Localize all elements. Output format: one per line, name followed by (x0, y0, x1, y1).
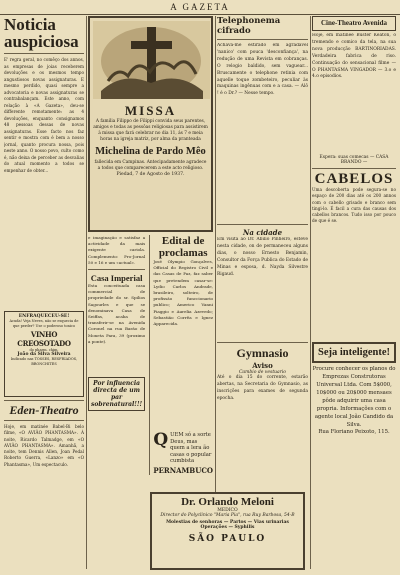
gymnasio-sub: Aviso (252, 361, 273, 370)
divider (312, 168, 396, 169)
ad-text: Acuda! Veja Neves, não se esquecia de que perder? Use o poderoso tonico (9, 319, 79, 328)
influence-text: Por influencia directa de um par sobrenatural!!! (91, 380, 143, 409)
column-rule (215, 16, 216, 569)
seja-title: Seja inteligente! (317, 347, 391, 358)
influence-box (88, 377, 145, 411)
divider (4, 400, 84, 401)
cine-price: Espera: suas comecas — CASA BRANDO — (319, 155, 389, 165)
meloni-city: SÃO PAULO (188, 534, 267, 544)
na-cidade-title: Na cidade (242, 228, 283, 237)
missa-date: Piedad, 7 de Agosto de 1937. (116, 172, 185, 177)
cine-body: Hoje, em matinée Buster Keaton, o tremendo e comico da tela, na sua nova producção BARTINORIADAS. Verdadeira fabrica de riso. Continuação do sensacional filme — O PHANTASMA VINGADOR — 3.o e 4.o episodios. (312, 33, 396, 80)
meloni-surgery: Operações — Syphilis (200, 525, 255, 530)
ad-name: João da Silva Silveira (17, 352, 71, 357)
edital-body: José Olympio Gonçalves, Official do Registro Civil e das Casas de Paz, faz saber que pretendem casar-se: Lydio Carlos Andrade, brasileiro, solteiro, de profissão funccionario publico; Americo Vanni Piaggio e Aurelia Azevedo; Sebastião Corrêa e Ignez Apparecida. (153, 259, 213, 327)
eden-theatre-body: Hoje, em matinée Babel-Bi belo filme, «O AVIÃO PHANTASMA». Á noite, Ricardo Talmadge, em «O AVIÃO PHANTASMA». Amanhã, a noite, tem Dennis Allen, Joan Pedal Roberto Guerra, «Lanzo» em «O Phantasma», Um espectaculo. (4, 424, 84, 467)
divider (4, 53, 84, 54)
right-subcolumn (153, 235, 213, 475)
adv-text: e imaginação e satisfaz a actividade da mais exigente cariola. Complemento: Pro-Jornal 50 e 16 e um «actual». (88, 235, 146, 265)
left-subcolumn (88, 235, 145, 475)
masthead-title: A GAZETA (170, 2, 230, 12)
eden-theatre-title: Eden-Theatro (9, 403, 79, 417)
vinho-ad (4, 311, 84, 397)
missa-title: MISSA (124, 103, 177, 118)
meloni-role: MEDICO (217, 508, 238, 513)
divider (217, 342, 308, 343)
ad-sub: do pharm. chim. (29, 348, 59, 352)
pernambuco: PERNAMBUCO (153, 465, 213, 475)
meloni-title: Dr. Orlando Meloni (181, 496, 274, 508)
ad-brand: VINHO CREOSOTADO (17, 330, 71, 348)
casa-imperial-title: Casa Imperial (90, 273, 143, 284)
cabelos-body: Uma descoberta pode segura-se no espaço de 200 dias até os 200 annos com o cabello grisado e branco sem tingi-lo. É facil a cura das causas dos cabellos brancos. Tudo isso por pouco de que é se. (312, 187, 396, 224)
telephonema-title: Telephonema (217, 16, 281, 26)
deceased-name: Michelina de Pardo Mêo (95, 146, 206, 157)
seja-box (312, 342, 396, 363)
gymnasio-title: Gymnasio (236, 346, 289, 360)
quem-notice (153, 432, 213, 465)
ad-headline: ENFRAQUECEU-SE! (18, 314, 70, 319)
headline-noticia: Noticia (4, 16, 56, 34)
dropcap: Q (153, 430, 169, 450)
cine-title-box (312, 16, 396, 31)
gymnasio-body: Até o dia 15 do corrente, estarão abertas, na Secretaria do Gymnasio, as inscrições para exames de segunda epocha. (217, 375, 308, 401)
divider (88, 269, 145, 270)
divider (4, 420, 84, 421)
cross-illustration-icon (93, 21, 210, 99)
masthead (0, 0, 400, 15)
column-2 (88, 16, 213, 569)
ad-tail: Indicado nas TOSSES, RESFRIADOS, BRONCHITES (10, 357, 78, 366)
column-3 (217, 16, 308, 569)
seja-address: Rua Floriano Peixoto, 115. (318, 429, 390, 435)
quem-body: UEM só a sorte Deus, mas quem a lera ão casas o popular cumbista (170, 432, 212, 464)
column-rule (310, 16, 311, 569)
article-body: E' regra geral, no comêço dos annos, as empresas de joias receberem devoluções e os mesmos tempo angustiosos novas assignaturas. E mesmo perdido, quasi sempre a advocatoria e novas assignaturas se contrabalançam. Este anno, com relação à «A Gazeta», deu-se differente remotamente: as 4 devoluções, enquanto consignamos 48 pessoas dessas de novas assignaturas. Esse facto nos faz sentir e mostra com é bem a nosso jornal, quanto procura nossa, pois neste anno. O nosso povo, culto como é, não deixa de perceber as desvalias do atual momento a todos se empenhar de obter... (4, 57, 84, 173)
cine-title: Cine-Theatro Avenida (320, 19, 388, 27)
column-rule (86, 16, 87, 569)
telephonema-subtitle: cifrado (217, 26, 251, 36)
column-4 (312, 16, 396, 569)
edital-title: Edital de proclamas (158, 235, 208, 259)
gymnasio-sub2: Cambio de vestuario (238, 370, 287, 375)
cabelos-title: CABELOS (314, 171, 394, 187)
missa-notice (88, 16, 213, 232)
missa-tail: fallecida em Campinas. Antecipadamente agradece a todos que comparecerem a este acto religioso. (94, 160, 207, 171)
headline-auspiciosa: auspiciosa (4, 32, 79, 51)
divider (217, 39, 308, 40)
casa-imperial-body: Esta conceituada casa commercial de propriedade do sr. Spilios Sagourles e que se denominava Casa de Seiffas, acaba de transferir-se na Avenida Coronel na rua Barão de Moneta Para, 39 (proximo a ponte). (88, 283, 146, 344)
meloni-ad (150, 492, 305, 570)
seja-body: Procure conhecer os planos do Emprezas Construtoras Universal Ltda. Com 5$000, 10$000 ou 20$000 mensaes pôde adquirir uma casa propria. Informações com o agente local João Candido da Silva. (312, 366, 396, 428)
telephonema-body: Achava-me estirado em agradável 'nanico' com pouca 'desconfiança', na redução de uma Revista em cobranças. O relogio baldido, sem vaguear... Bruscamente o telephone retinia com aquelle toque zombeteiro, peculiar às maquinas ingênuas com e a casa. — Alô ! é o Dr.? — Nesse tempo. (217, 43, 308, 97)
divider (217, 224, 308, 225)
meloni-director: Director do Polyclinico "Maria Pia", rua Ruy Barbosa, 54-B (160, 513, 295, 518)
na-cidade-body: Em visita ao Dr. Abilio Pinheiro, esteve nesta cidade, on de permaneceu alguns dias, o nosso Ernesto Benjamin, Consultor da Força Publica do Estado de Minas e esposa, d. Nayda Silvestre Rigaud. (217, 237, 308, 277)
meloni-specialties: Molestias de senhoras — Partos — Vias urinarias (166, 520, 289, 525)
missa-body: A familia Filippo de Filippi convida seus parentes, amigos e todas as pessôas religiosas para assistirem à missa que fará celebrar no dia 11, ás 7 e meia horas na igreja matriz, por alma da pranteada (93, 119, 208, 142)
column-1 (4, 16, 84, 569)
